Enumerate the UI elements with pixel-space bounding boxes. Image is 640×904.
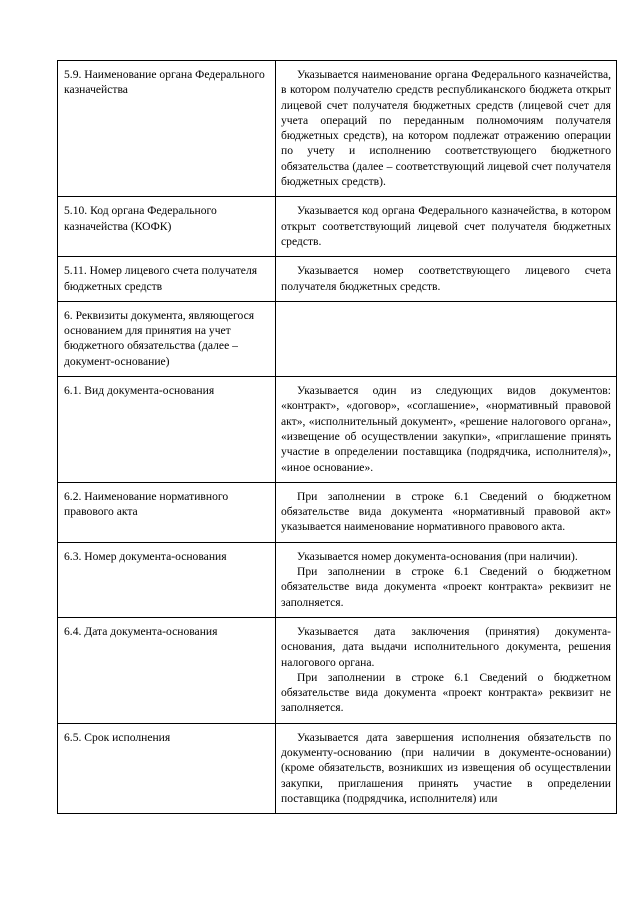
field-description-cell [276,377,617,483]
description-paragraph: Указывается дата завершения исполнения обязательств по документу-основанию (при наличии в документе-основании) (кроме обязательств, возникших из извещения об осуществлении закупки, приглашения принять участие в определении поставщика (подрядчика, исполнителя) или [281,730,611,805]
table-row [58,377,617,483]
description-paragraph: Указывается код органа Федерального казначейства, в котором открыт соответствующий лицевой счет получателя бюджетных средств. [281,204,611,248]
field-description-cell [276,257,617,302]
field-name-cell: 6.3. Номер документа-основания [58,542,276,617]
description-paragraph: Указывается дата заключения (принятия) документа-основания, дата выдачи исполнительного документа, решения налогового органа. [281,624,611,669]
description-paragraph: При заполнении в строке 6.1 Сведений о бюджетном обязательстве вида документа «проект контракта» реквизит не заполняется. [281,565,611,609]
description-paragraph: При заполнении в строке 6.1 Сведений о бюджетном обязательстве вида документа «нормативный правовой акт» указывается наименование нормативного правового акта. [281,489,611,534]
field-description-cell [276,482,617,542]
field-description-cell [276,61,617,197]
table-row [58,61,617,197]
table-row [58,482,617,542]
field-description-cell [276,197,617,257]
table-row [58,617,617,723]
description-paragraph: При заполнении в строке 6.1 Сведений о бюджетном обязательстве вида документа «проект контракта» реквизит не заполняется. [281,670,611,715]
table-row [58,257,617,302]
table-row [58,723,617,813]
description-paragraph: Указывается один из следующих видов документов: «контракт», «договор», «соглашение», «нормативный правовой акт», «исполнительный документ», «решение налогового органа», «извещение об осуществлении закупки», «приглашение принять участие в определении поставщика (подрядчика, исполнителя)», «иное основание». [281,384,611,474]
field-name-cell: 5.10. Код органа Федерального казначейства (КОФК) [58,197,276,257]
field-name-cell: 6.2. Наименование нормативного правового акта [58,482,276,542]
field-description-cell [276,723,617,813]
field-name-cell: 6.5. Срок исполнения [58,723,276,813]
field-name-cell: 6.4. Дата документа-основания [58,617,276,723]
field-description-cell [276,542,617,617]
field-description-cell [276,617,617,723]
description-paragraph: Указывается наименование органа Федерального казначейства, в котором получателю средств республиканского бюджета открыт лицевой счет получателя бюджетных средств (лицевой счет для учета операций по переданным полномочиям получателя бюджетных средств), на котором подлежат отражению операции по учету и исполнению соответствующего бюджетного обязательства (далее – соответствующий лицевой счет получателя бюджетных средств). [281,68,611,189]
table-row [58,197,617,257]
field-name-cell: 6. Реквизиты документа, являющегося основанием для принятия на учет бюджетного обязательства (далее – документ-основание) [58,301,276,376]
description-paragraph: Указывается номер соответствующего лицевого счета получателя бюджетных средств. [281,264,611,293]
field-name-cell: 6.1. Вид документа-основания [58,377,276,483]
table-row [58,542,617,617]
field-description-cell [276,301,617,376]
field-name-cell: 5.11. Номер лицевого счета получателя бюджетных средств [58,257,276,302]
description-paragraph: Указывается номер документа-основания (при наличии). [297,549,578,563]
instructions-table [57,60,617,814]
field-name-cell: 5.9. Наименование органа Федерального казначейства [58,61,276,197]
table-row [58,301,617,376]
